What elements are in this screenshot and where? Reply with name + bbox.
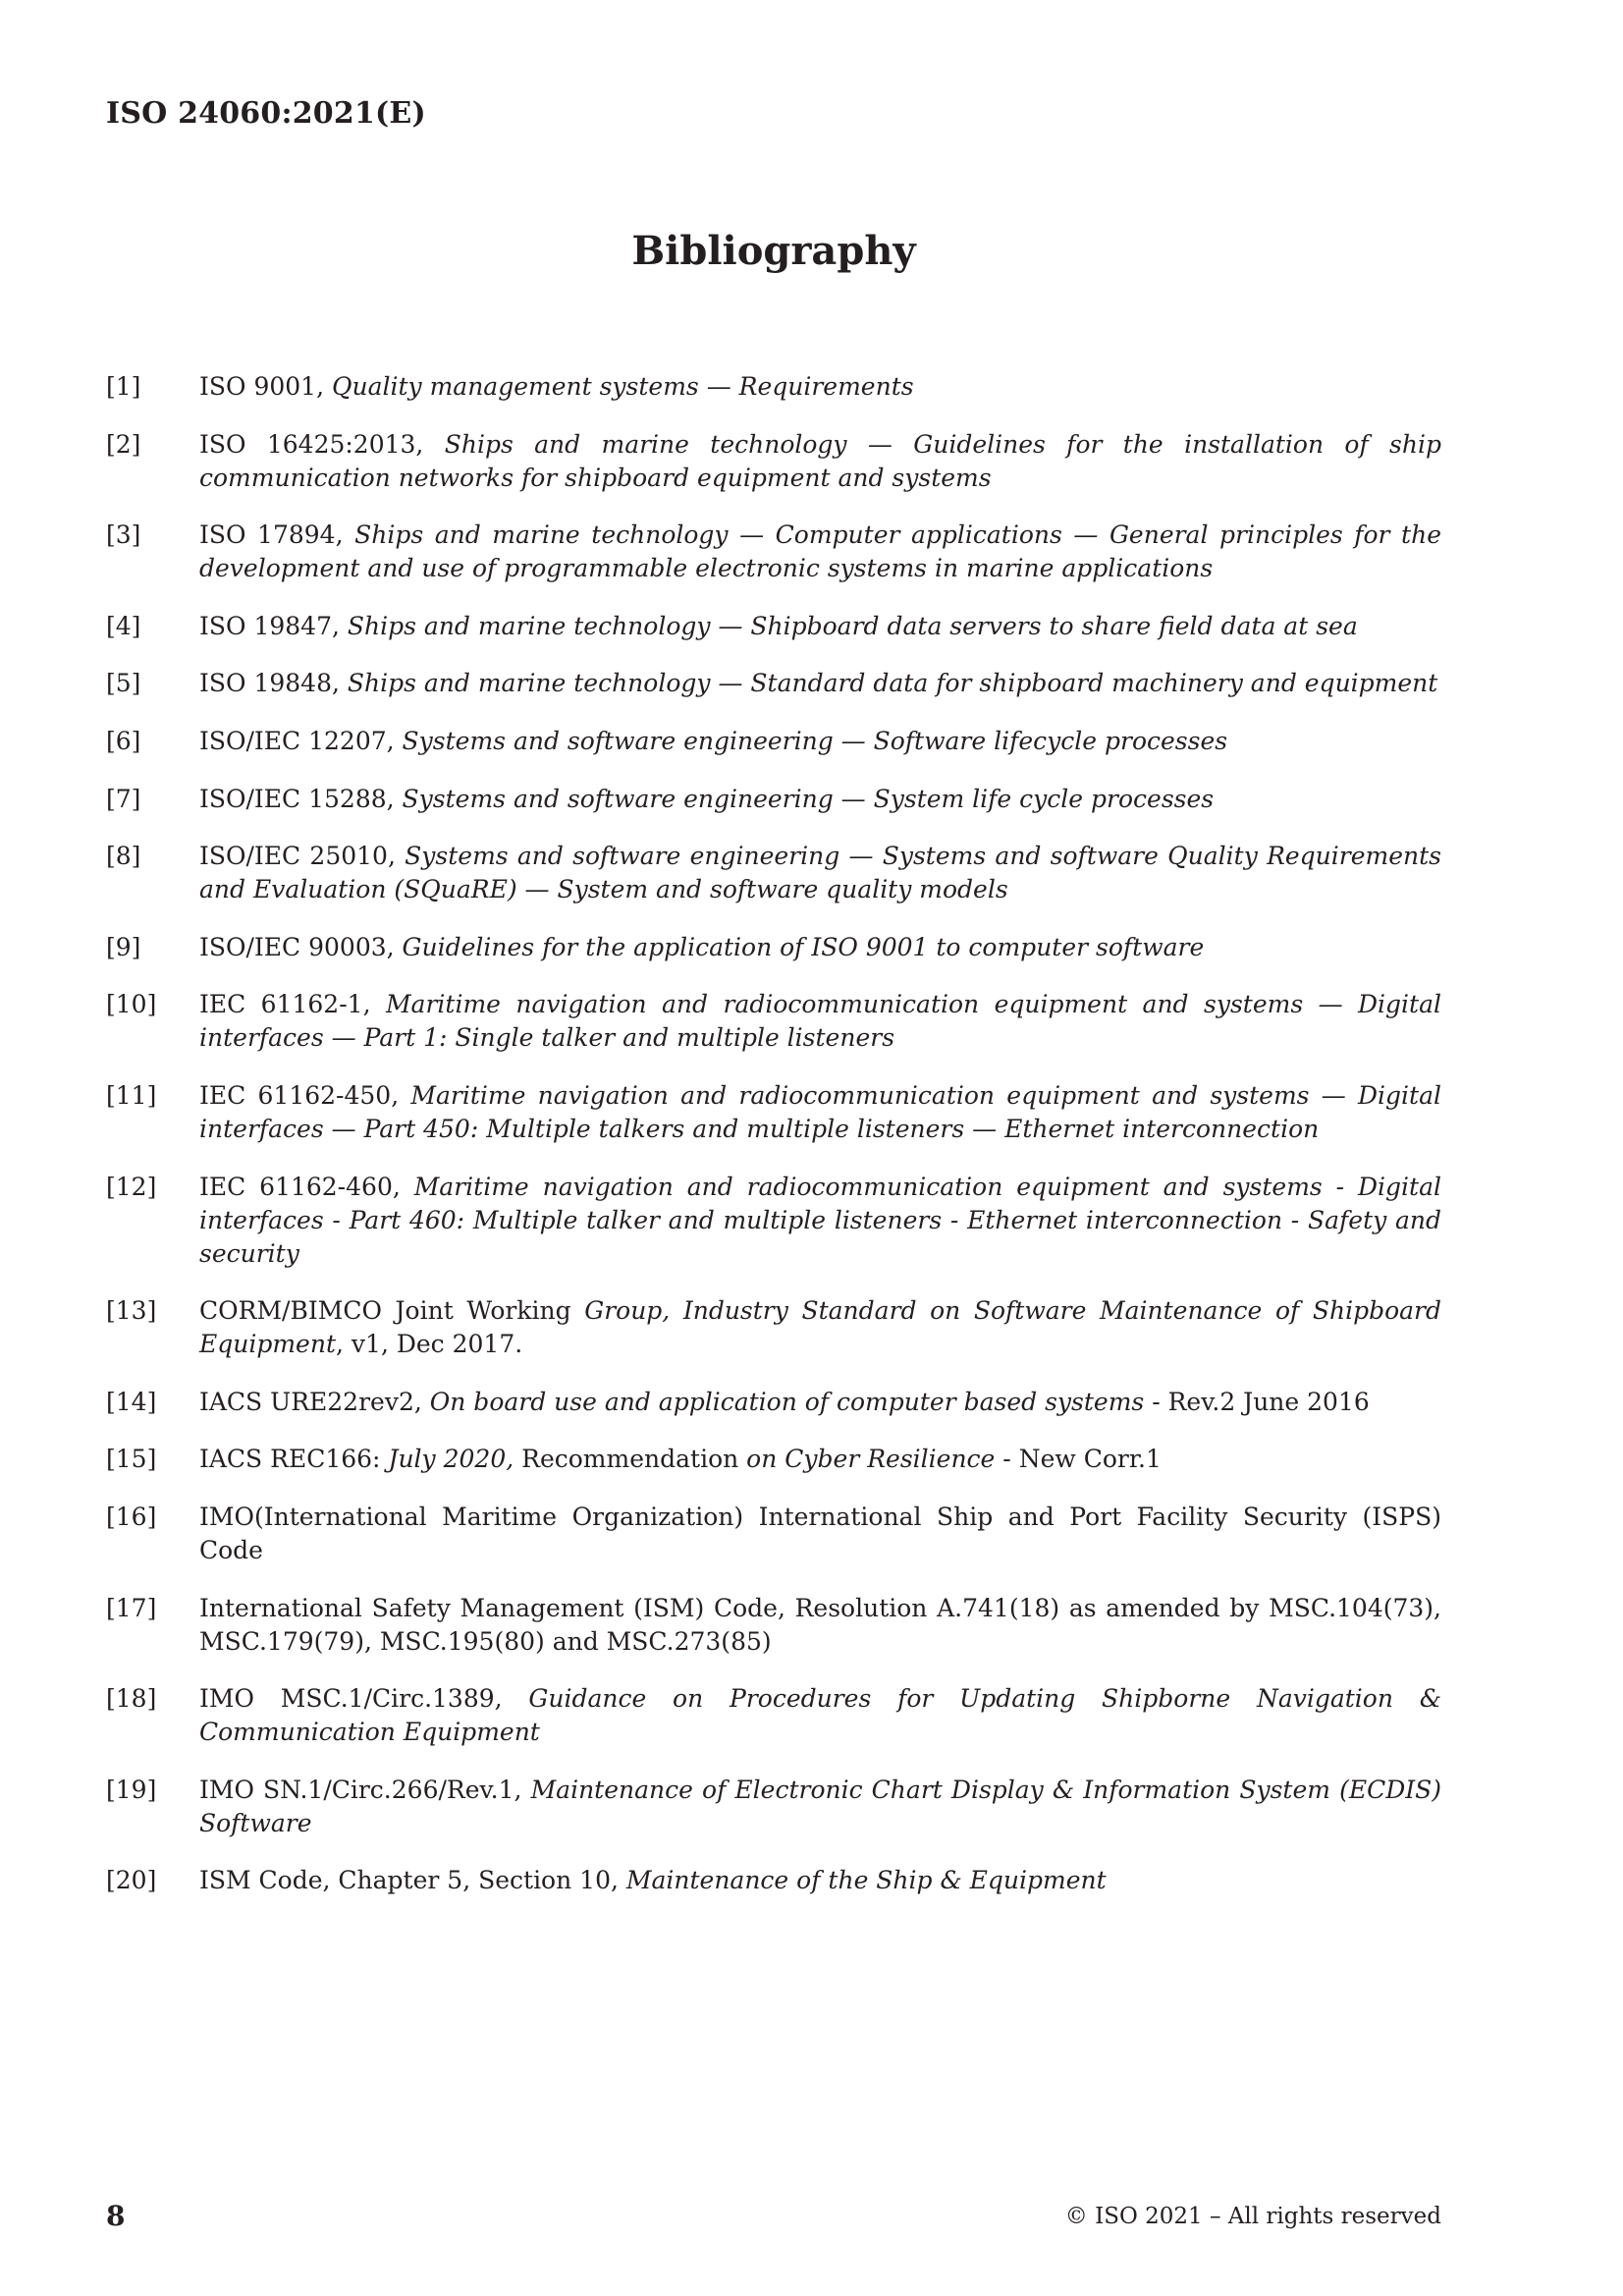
reference-text	[199, 840, 1441, 906]
reference-designation: ISO/IEC 90003,	[199, 932, 403, 961]
reference-title: Systems and software engineering — Software lifecycle processes	[402, 726, 1228, 755]
reference-text	[199, 931, 1441, 964]
reference-designation: ISO 19848,	[199, 669, 348, 698]
reference-number: [4]	[106, 611, 141, 640]
reference-number: [6]	[106, 726, 141, 755]
bibliography-entry	[106, 1079, 1441, 1146]
reference-text	[199, 519, 1441, 585]
bibliography-entry	[106, 1171, 1441, 1271]
reference-number: [20]	[106, 1866, 157, 1895]
bibliography-entry	[106, 1592, 1441, 1659]
reference-designation: ISO 16425:2013,	[199, 429, 445, 459]
reference-text	[199, 1864, 1441, 1897]
reference-text	[199, 1386, 1441, 1419]
bibliography-entry	[106, 725, 1441, 758]
bibliography-entry	[106, 1501, 1441, 1567]
reference-designation: IEC 61162-450,	[199, 1080, 411, 1110]
bibliography-entry	[106, 1386, 1441, 1419]
reference-text	[199, 1774, 1441, 1840]
reference-title: Guidelines for the application of ISO 9001 to computer software	[402, 932, 1205, 961]
reference-number: [13]	[106, 1296, 157, 1326]
reference-designation: IEC 61162-1,	[199, 990, 386, 1019]
reference-title: Maritime navigation and radiocommunication equipment and systems — Digital interfaces — Part 1: Single talker and multiple listeners	[199, 990, 1441, 1053]
bibliography-entry	[106, 840, 1441, 906]
bibliography-list	[106, 370, 1441, 1922]
bibliography-entry	[106, 667, 1441, 700]
reference-number: [10]	[106, 990, 157, 1019]
bibliography-entry	[106, 610, 1441, 643]
reference-number: [3]	[106, 520, 141, 550]
document-identifier: ISO 24060:2021(E)	[106, 96, 426, 131]
reference-text	[199, 1682, 1441, 1749]
reference-text	[199, 370, 1441, 404]
reference-designation: ISO/IEC 25010,	[199, 842, 406, 871]
reference-text	[199, 610, 1441, 643]
reference-designation: IACS URE22rev2,	[199, 1387, 430, 1416]
bibliography-entry	[106, 370, 1441, 404]
reference-text	[199, 1079, 1441, 1146]
reference-designation: ISO 17894,	[199, 520, 355, 550]
reference-title: Systems and software engineering — Systems and software Quality Requirements and Evaluation (SQuaRE) — System and software quality models	[199, 842, 1442, 904]
bibliography-entry	[106, 1294, 1441, 1361]
reference-number: [9]	[106, 932, 141, 961]
reference-designation: ISO/IEC 15288,	[199, 784, 403, 813]
reference-text	[199, 783, 1441, 816]
reference-text	[199, 1171, 1441, 1271]
reference-designation: ISO/IEC 12207,	[199, 726, 403, 755]
reference-number: [19]	[106, 1775, 157, 1804]
reference-designation: - Rev.2 June 2016	[1144, 1387, 1370, 1416]
bibliography-entry	[106, 1443, 1441, 1476]
reference-title: Ships and marine technology — Standard data for shipboard machinery and equipment	[347, 669, 1438, 698]
reference-title: On board use and application of computer based systems	[429, 1387, 1145, 1416]
reference-text	[199, 428, 1441, 495]
page-title: Bibliography	[631, 228, 916, 274]
reference-number: [8]	[106, 842, 141, 871]
bibliography-entry	[106, 988, 1441, 1055]
reference-designation: IMO(International Maritime Organization) International Ship and Port Facility Security (ISPS) Code	[199, 1502, 1441, 1564]
bibliography-entry	[106, 783, 1441, 816]
reference-number: [15]	[106, 1445, 157, 1474]
reference-title: Maintenance of the Ship & Equipment	[625, 1866, 1107, 1895]
reference-text	[199, 725, 1441, 758]
reference-number: [12]	[106, 1172, 157, 1201]
page-number: 8	[106, 2200, 126, 2232]
reference-number: [7]	[106, 784, 141, 813]
reference-text	[199, 1294, 1441, 1361]
bibliography-entry	[106, 1864, 1441, 1897]
reference-designation: ISO 19847,	[199, 611, 348, 640]
reference-number: [5]	[106, 669, 141, 698]
bibliography-entry	[106, 1682, 1441, 1749]
reference-text	[199, 1501, 1441, 1567]
reference-text	[199, 1592, 1441, 1659]
reference-designation: CORM/BIMCO Joint Working	[199, 1296, 585, 1326]
reference-designation: Recommendation	[514, 1445, 747, 1474]
reference-title: Ships and marine technology — Computer applications — General principles for the development and use of programmable electronic systems in marine applications	[199, 520, 1441, 583]
reference-designation: ISM Code, Chapter 5, Section 10,	[199, 1866, 626, 1895]
reference-title: Ships and marine technology — Guidelines for the installation of ship communication networks for shipboard equipment and systems	[199, 429, 1441, 492]
reference-title: Maintenance of Electronic Chart Display & Information System (ECDIS) Software	[199, 1775, 1442, 1837]
reference-title: Guidance on Procedures for Updating Shipborne Navigation & Communication Equipment	[199, 1684, 1442, 1747]
reference-text	[199, 1443, 1441, 1476]
reference-title: Ships and marine technology — Shipboard data servers to share field data at sea	[347, 611, 1358, 640]
bibliography-entry	[106, 428, 1441, 495]
bibliography-entry	[106, 519, 1441, 585]
reference-number: [1]	[106, 372, 141, 401]
reference-designation: ISO 9001,	[199, 372, 332, 401]
reference-designation: - New Corr.1	[995, 1445, 1162, 1474]
reference-number: [18]	[106, 1684, 157, 1714]
reference-number: [16]	[106, 1502, 157, 1531]
reference-number: [14]	[106, 1387, 157, 1416]
reference-designation: , v1, Dec 2017.	[336, 1330, 523, 1359]
reference-title: Maritime navigation and radiocommunication equipment and systems — Digital interfaces — Part 450: Multiple talkers and multiple listeners — Ethernet interconnection	[199, 1080, 1441, 1143]
reference-title: Systems and software engineering — System life cycle processes	[402, 784, 1215, 813]
reference-designation: IMO MSC.1/Circ.1389,	[199, 1684, 529, 1714]
reference-number: [2]	[106, 429, 141, 459]
reference-title: Group, Industry Standard on Software Maintenance of Shipboard Equipment	[199, 1296, 1441, 1359]
reference-title: Quality management systems — Requirements	[331, 372, 914, 401]
bibliography-entry	[106, 931, 1441, 964]
reference-designation: IMO SN.1/Circ.266/Rev.1,	[199, 1775, 531, 1804]
copyright-notice: © ISO 2021 – All rights reserved	[1064, 2204, 1441, 2229]
reference-number: [11]	[106, 1080, 157, 1110]
reference-designation: IEC 61162-460,	[199, 1172, 414, 1201]
reference-title: July 2020,	[388, 1445, 514, 1474]
reference-number: [17]	[106, 1593, 157, 1622]
reference-text	[199, 667, 1441, 700]
reference-designation: International Safety Management (ISM) Code, Resolution A.741(18) as amended by MSC.104(73), MSC.179(79), MSC.195(80) and MSC.273(85)	[199, 1593, 1441, 1656]
reference-title: on Cyber Resilience	[746, 1445, 996, 1474]
reference-text	[199, 988, 1441, 1055]
reference-designation: IACS REC166:	[199, 1445, 389, 1474]
bibliography-entry	[106, 1774, 1441, 1840]
reference-title: Maritime navigation and radiocommunication equipment and systems - Digital interfaces - Part 460: Multiple talker and multiple listeners - Ethernet interconnection - Safety and security	[199, 1172, 1441, 1268]
